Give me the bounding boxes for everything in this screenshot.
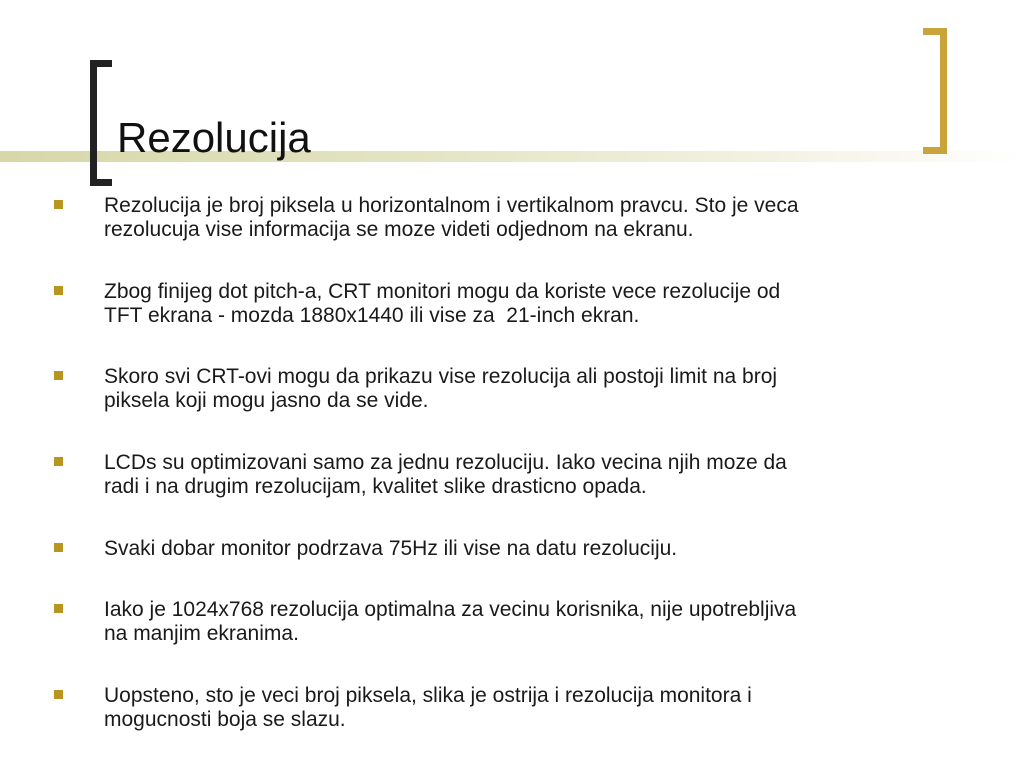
bullet-text-line: TFT ekrana - mozda 1880x1440 ili vise za 21-inch ekran. bbox=[104, 304, 640, 327]
square-bullet-icon bbox=[54, 371, 63, 380]
square-bullet-icon bbox=[54, 457, 63, 466]
bullet-text-line: Svaki dobar monitor podrzava 75Hz ili vise na datu rezoluciju. bbox=[104, 537, 678, 560]
slide-title: Rezolucija bbox=[117, 114, 311, 161]
square-bullet-icon bbox=[54, 286, 63, 295]
square-bullet-icon bbox=[54, 200, 63, 209]
bullet-text-line: rezolucuja vise informacija se moze videti odjednom na ekranu. bbox=[104, 218, 694, 241]
bullet-text-line: Uopsteno, sto je veci broj piksela, slika je ostrija i rezolucija monitora i bbox=[104, 684, 752, 707]
bullet-text-line: Zbog finijeg dot pitch-a, CRT monitori mogu da koriste vece rezolucije od bbox=[104, 280, 781, 303]
bullet-text-line: Rezolucija je broj piksela u horizontalnom i vertikalnom pravcu. Sto je veca bbox=[104, 194, 799, 217]
square-bullet-icon bbox=[54, 543, 63, 552]
bullet-text-line: mogucnosti boja se slazu. bbox=[104, 708, 346, 731]
bullet-text-line: na manjim ekranima. bbox=[104, 622, 299, 645]
square-bullet-icon bbox=[54, 604, 63, 613]
bullet-text-line: Iako je 1024x768 rezolucija optimalna za vecinu korisnika, nije upotrebljiva bbox=[104, 598, 797, 621]
bullet-text-line: piksela koji mogu jasno da se vide. bbox=[104, 389, 429, 412]
bullet-text-line: LCDs su optimizovani samo za jednu rezoluciju. Iako vecina njih moze da bbox=[104, 451, 787, 474]
bullet-text-line: Skoro svi CRT-ovi mogu da prikazu vise rezolucija ali postoji limit na broj bbox=[104, 365, 778, 388]
left-bracket-decoration bbox=[90, 60, 112, 186]
right-bracket-decoration bbox=[923, 28, 947, 154]
bullet-text-line: radi i na drugim rezolucijam, kvalitet slike drasticno opada. bbox=[104, 475, 647, 498]
square-bullet-icon bbox=[54, 690, 63, 699]
